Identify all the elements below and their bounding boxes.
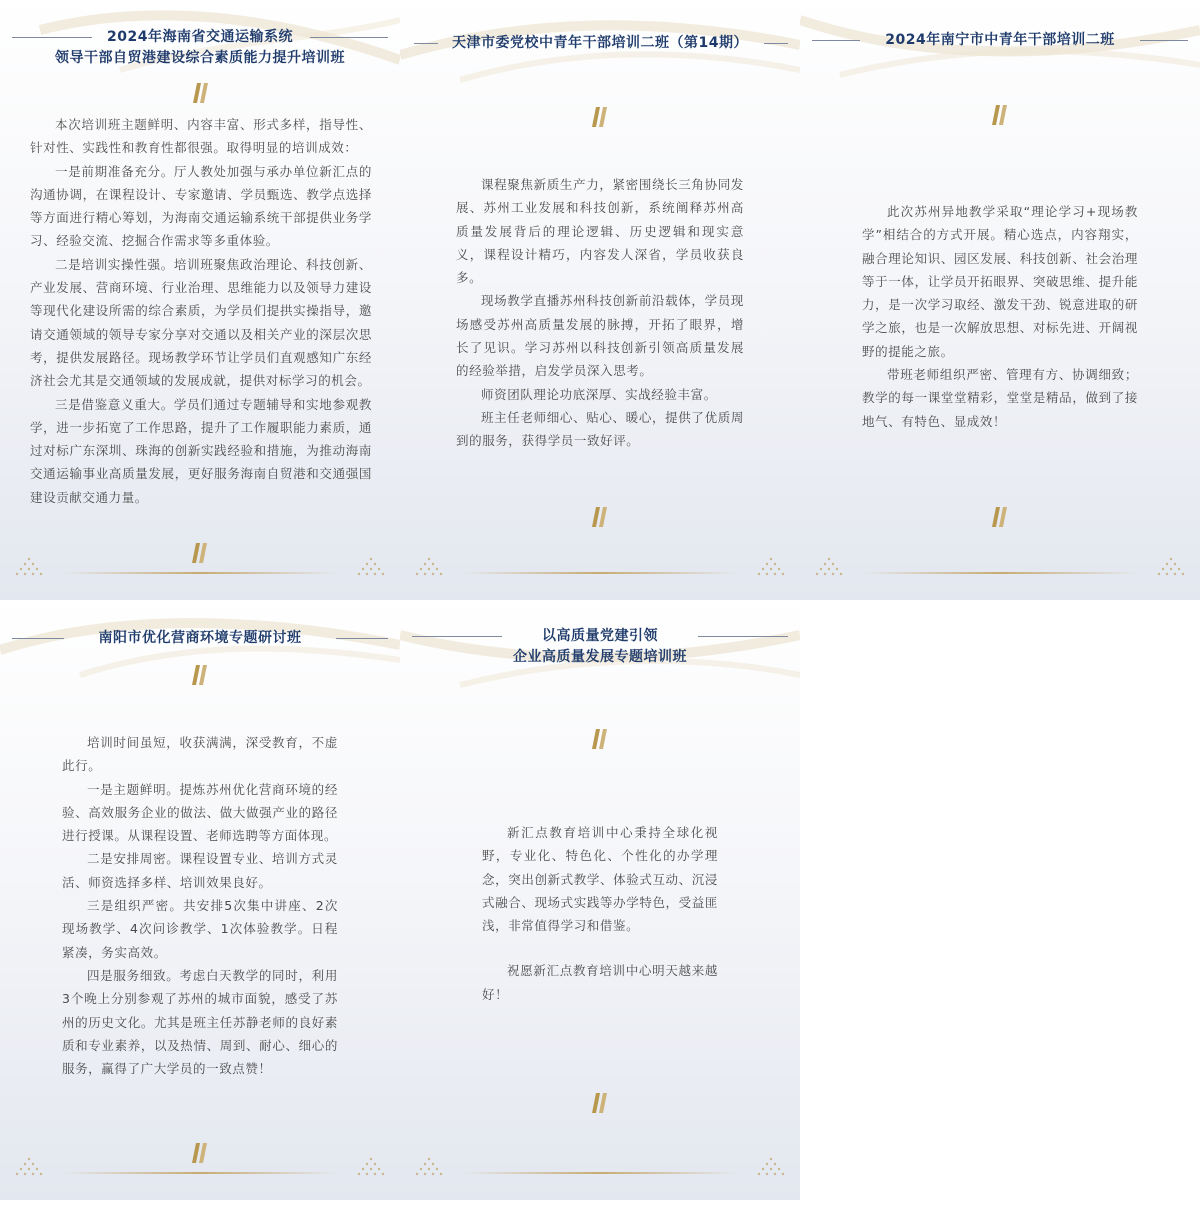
card-title-line: 企业高质量发展专题培训班	[513, 649, 687, 665]
gold-double-slash-icon	[591, 1092, 609, 1114]
dotted-triangle-icon	[10, 556, 48, 578]
gold-double-slash-icon	[991, 104, 1009, 126]
card-paragraph: 新汇点教育培训中心秉持全球化视野，专业化、特色化、个性化的办学理念，突出创新式教学、体验式互动、沉浸式融合、现场式实践等办学特色，受益匪浅，非常值得学习和借鉴。	[482, 825, 718, 934]
card-paragraph: 班主任老师细心、贴心、暖心，提供了优质周到的服务，获得学员一致好评。	[456, 409, 744, 449]
card-body	[30, 113, 372, 509]
dotted-triangle-icon	[752, 1156, 790, 1178]
decorative-swoosh	[0, 600, 400, 710]
dotted-triangle-icon	[352, 1156, 390, 1178]
card-paragraph: 祝愿新汇点教育培训中心明天越来越好！	[482, 963, 718, 1002]
card-title	[0, 27, 400, 69]
card-title-line: 南阳市优化营商环境专题研讨班	[98, 630, 302, 646]
decorative-swoosh	[400, 0, 800, 110]
card-body	[482, 821, 718, 1006]
gold-double-slash-icon	[991, 506, 1009, 528]
gold-double-slash-icon	[591, 506, 609, 528]
dotted-triangle-icon	[10, 1156, 48, 1178]
card-paragraph: 培训时间虽短，收获满满，深受教育，不虚此行。	[62, 735, 338, 774]
card-body	[862, 200, 1138, 433]
testimonial-card	[0, 0, 400, 600]
card-paragraph: 二是培训实操性强。培训班聚焦政治理论、科技创新、产业发展、营商环境、行业治理、思维能力以及领导力建设等现代化建设所需的综合素质，为学员们提拱实操指导，邀请交通领域的领导专家分享对交通以及相关产业的深层次思考，提供发展路径。现场教学环节让学员们直观感知广东经济社会尤其是交通领域的发展成就，提供对标学习的机会。	[30, 256, 372, 389]
card-title	[400, 33, 800, 54]
dotted-triangle-icon	[752, 556, 790, 578]
gold-double-slash-icon	[591, 728, 609, 750]
card-title	[400, 626, 800, 668]
card-paragraph: 四是服务细致。考虑白天教学的同时，利用3个晚上分别参观了苏州的城市面貌，感受了苏州的历史文化。尤其是班主任苏静老师的良好素质和专业素养，以及热情、周到、耐心、细心的服务，赢得了广大学员的一致点赞！	[62, 967, 338, 1077]
card-paragraph: 带班老师组织严密、管理有方、协调细致；教学的每一课堂堂精彩，堂堂是精品，做到了接地气、有特色、显成效！	[862, 367, 1138, 429]
footer-divider	[62, 572, 338, 574]
gold-double-slash-icon	[191, 664, 209, 686]
card-title	[800, 30, 1200, 51]
card-paragraph: 三是组织严密。共安排5次集中讲座、2次现场教学、4次问诊教学、1次体验教学。日程紧凑，务实高效。	[62, 898, 338, 960]
card-title-line: 2024年南宁市中青年干部培训二班	[885, 32, 1115, 48]
footer-divider	[62, 1172, 338, 1174]
testimonial-card	[0, 600, 400, 1200]
dotted-triangle-icon	[1152, 556, 1190, 578]
card-title	[0, 628, 400, 649]
card-title-line: 领导干部自贸港建设综合素质能力提升培训班	[55, 50, 345, 66]
dotted-triangle-icon	[410, 1156, 448, 1178]
dotted-triangle-icon	[410, 556, 448, 578]
gold-double-slash-icon	[191, 542, 209, 564]
card-title-line: 以高质量党建引领	[542, 628, 658, 644]
card-paragraph: 师资团队理论功底深厚、实战经验丰富。	[481, 386, 717, 402]
card-paragraph: 一是主题鲜明。提炼苏州优化营商环境的经验、高效服务企业的做法、做大做强产业的路径进行授课。从课程设置、老师选聘等方面体现。	[62, 781, 338, 844]
card-paragraph: 此次苏州异地教学采取“理论学习+现场教学”相结合的方式开展。精心选点，内容翔实，融合理论知识、园区发展、科技创新、社会治理等于一体，让学员开拓眼界、突破思维、提升能力，是一次学习取经、激发干劲、锐意进取的研学之旅，也是一次解放思想、对标先进、开阔视野的提能之旅。	[862, 204, 1138, 359]
card-paragraph: 一是前期准备充分。厅人教处加强与承办单位新汇点的沟通协调，在课程设计、专家邀请、学员甄选、教学点选择等方面进行精心筹划，为海南交通运输系统干部提供业务学习、经验交流、挖掘合作需求等多重体验。	[30, 163, 372, 249]
card-title-line: 天津市委党校中青年干部培训二班（第14期）	[452, 35, 748, 51]
footer-divider	[862, 572, 1138, 574]
testimonial-card	[800, 0, 1200, 600]
card-title-line: 2024年海南省交通运输系统	[107, 29, 293, 45]
card-paragraph: 三是借鉴意义重大。学员们通过专题辅导和实地参观教学，进一步拓宽了工作思路，提升了工作履职能力素质，通过对标广东深圳、珠海的创新实践经验和措施，为推动海南交通运输事业高质量发展，更好服务海南自贸港和交通强国建设贡献交通力量。	[30, 396, 372, 505]
dotted-triangle-icon	[352, 556, 390, 578]
card-paragraph: 本次培训班主题鲜明、内容丰富、形式多样，指导性、针对性、实践性和教育性都很强。取得明显的培训成效：	[30, 117, 372, 156]
card-paragraph: 二是安排周密。课程设置专业、培训方式灵活、师资选择多样、培训效果良好。	[62, 851, 338, 890]
card-paragraph: 现场教学直播苏州科技创新前沿载体，学员现场感受苏州高质量发展的脉搏，开拓了眼界，增长了见识。学习苏州以科技创新引领高质量发展的经验举措，启发学员深入思考。	[456, 293, 744, 379]
gold-double-slash-icon	[192, 82, 210, 104]
footer-divider	[462, 1172, 738, 1174]
card-body	[456, 173, 744, 453]
card-body	[62, 731, 338, 1080]
dotted-triangle-icon	[810, 556, 848, 578]
testimonial-card	[400, 0, 800, 600]
gold-double-slash-icon	[191, 1142, 209, 1164]
testimonial-card	[400, 600, 800, 1200]
footer-divider	[462, 572, 738, 574]
gold-double-slash-icon	[591, 106, 609, 128]
card-paragraph: 课程聚焦新质生产力，紧密围绕长三角协同发展、苏州工业发展和科技创新，系统阐释苏州高质量发展背后的理论逻辑、历史逻辑和现实意义，课程设计精巧，内容发人深省，学员收获良多。	[456, 177, 744, 286]
decorative-swoosh	[800, 0, 1200, 110]
